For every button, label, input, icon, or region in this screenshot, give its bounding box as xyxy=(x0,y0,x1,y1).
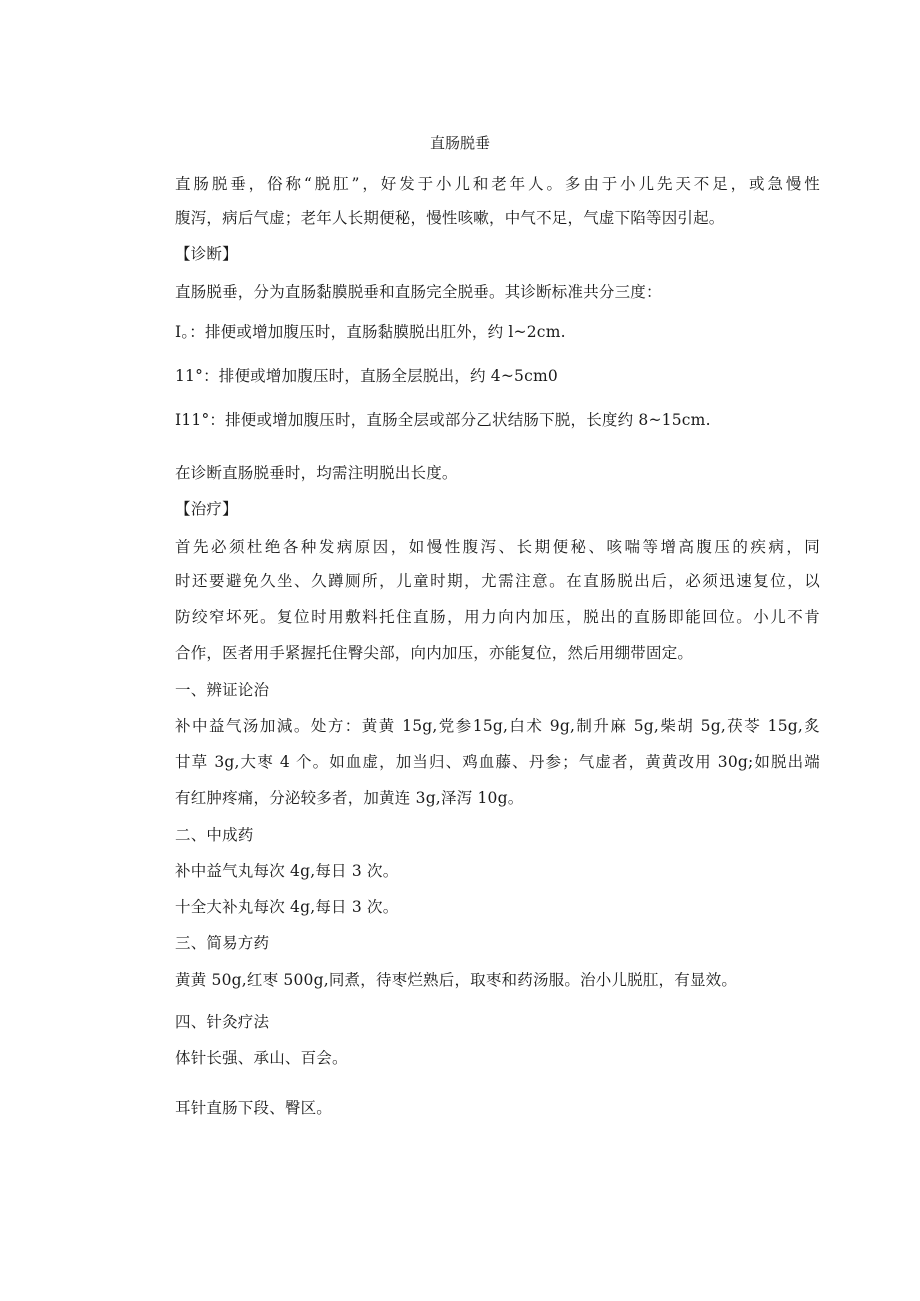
section-4-item-2: 耳针直肠下段、臀区。 xyxy=(175,1099,333,1117)
diagnosis-intro: 直肠脱垂，分为直肠黏膜脱垂和直肠完全脱垂。其诊断标准共分三度： xyxy=(175,283,662,301)
section-4-item-1: 体针长强、承山、百会。 xyxy=(175,1049,348,1067)
section-2-item-1: 补中益气丸每次 4g,每日 3 次。 xyxy=(175,862,399,880)
treatment-line-4: 合作，医者用手紧握托住臀尖部，向内加压，亦能复位，然后用绷带固定。 xyxy=(175,644,694,662)
section-3-heading: 三、简易方药 xyxy=(175,934,270,952)
section-1-heading: 一、辨证论治 xyxy=(175,681,270,699)
section-1-line-2: 甘草 3g,大枣 4 个。如血虚，加当归、鸡血藤、丹参；气虚者，黄黄改用 30g;如脱出端 xyxy=(175,753,820,771)
treatment-line-2: 时还要避免久坐、久蹲厕所，儿童时期，尤需注意。在直肠脱出后，必须迅速复位，以 xyxy=(175,572,820,590)
intro-line-2: 腹泻，病后气虚；老年人长期便秘，慢性咳嗽，中气不足，气虚下陷等因引起。 xyxy=(175,209,725,227)
section-4-heading: 四、针灸疗法 xyxy=(175,1013,270,1031)
intro-line-1: 直肠脱垂，俗称“脱肛”，好发于小儿和老年人。多由于小儿先天不足，或急慢性 xyxy=(175,175,820,193)
diagnosis-heading: 【诊断】 xyxy=(175,245,238,263)
page-title: 直肠脱垂 xyxy=(429,134,490,152)
grade-3: I11°：排便或增加腹压时，直肠全层或部分乙状结肠下脱，长度约 8~15cm. xyxy=(175,411,711,429)
grade-1: I。：排便或增加腹压时，直肠黏膜脱出肛外，约 l~2cm. xyxy=(175,323,566,341)
section-2-heading: 二、中成药 xyxy=(175,826,254,844)
section-2-item-2: 十全大补丸每次 4g,每日 3 次。 xyxy=(175,898,399,916)
grade-2: 11°：排便或增加腹压时，直肠全层脱出，约 4~5cm0 xyxy=(175,367,558,385)
treatment-line-1: 首先必须杜绝各种发病原因，如慢性腹泻、长期便秘、咳喘等增高腹压的疾病，同 xyxy=(175,538,820,556)
section-1-line-3: 有红肿疼痛，分泌较多者，加黄连 3g,泽泻 10g。 xyxy=(175,789,524,807)
diagnosis-note: 在诊断直肠脱垂时，均需注明脱出长度。 xyxy=(175,464,458,482)
section-1-line-1: 补中益气汤加減。处方：黄黄 15g,党参15g,白术 9g,制升麻 5g,柴胡 5g,茯苓 15g,炙 xyxy=(175,717,820,735)
treatment-line-3: 防绞窄坏死。复位时用敷料托住直肠，用力向内加压，脱出的直肠即能回位。小儿不肯 xyxy=(175,608,820,626)
treatment-heading: 【治疗】 xyxy=(175,500,238,518)
section-3-text: 黄黄 50g,红枣 500g,同煮，待枣烂熟后，取枣和药汤服。治小儿脱肛，有显效。 xyxy=(175,971,738,989)
